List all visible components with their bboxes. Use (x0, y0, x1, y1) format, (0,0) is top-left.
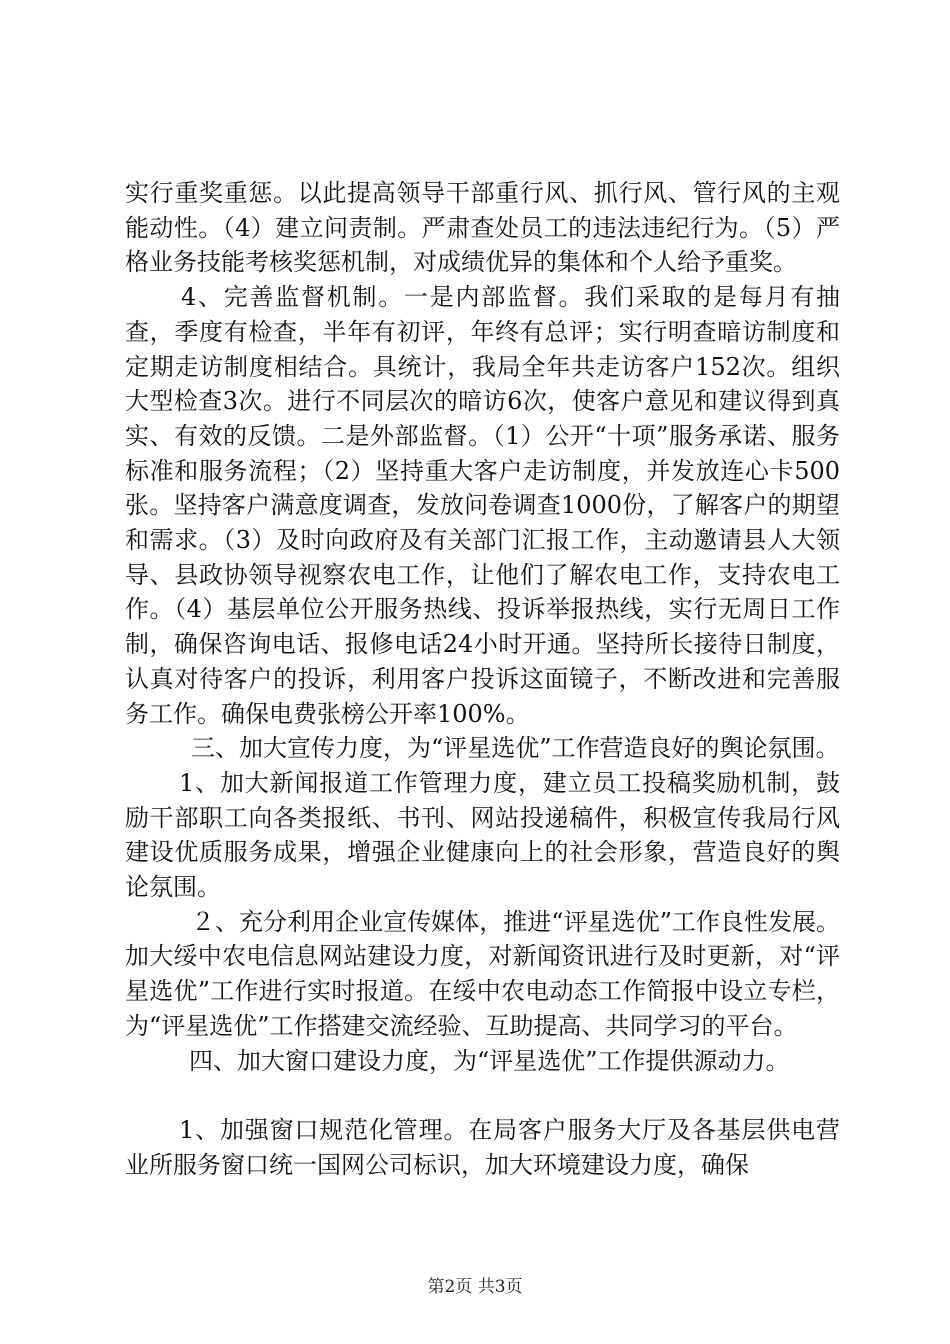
section-heading-window-building: 四、加大窗口建设力度，为“评星选优”工作提供源动力。 (189, 1046, 790, 1075)
section-heading-publicity: 三、加大宣传力度，为“评星选优”工作营造良好的舆论氛围。 (191, 734, 840, 763)
paragraph-supervision-mechanism: 4、完善监督机制。一是内部监督。我们采取的是每月有抽查，季度有检查，半年有初评，年终有总评；实行明查暗访制度和定期走访制度相结合。具统计，我局全年共走访客户152次。组织大型检查3次。进行不同层次的暗访6次，使客户意见和建议得到真实、有效的反馈。二是外部监督。（1）公开“十项”服务承诺、服务标准和服务流程；（2）坚持重大客户走访制度，并发放连心卡500张。坚持客户满意度调查，发放问卷调查1000份，了解客户的期望和需求。（3）及时向政府及有关部门汇报工作，主动邀请县人大领导、县政协领导视察农电工作，让他们了解农电工作，支持农电工作。（4）基层单位公开服务热线、投诉举报热线，实行无周日工作制，确保咨询电话、报修电话24小时开通。坚持所长接待日制度，认真对待客户的投诉，利用客户投诉这面镜子，不断改进和完善服务工作。确保电费张榜公开率100%。 (125, 283, 840, 728)
paragraph-media-use: ２、充分利用企业宣传媒体，推进“评星选优”工作良性发展。加大绥中农电信息网站建设力度，对新闻资讯进行及时更新，对“评星选优”工作进行实时报道。在绥中农电动态工作简报中设立专栏，为“评星选优”工作搭建交流经验、互助提高、共同学习的平台。 (125, 907, 840, 1040)
page-number-footer: 第2页 共3页 (427, 1277, 523, 1297)
document-body (125, 176, 840, 1183)
paragraph-news-reporting: 1、加大新闻报道工作管理力度，建立员工投稿奖励机制，鼓励干部职工向各类报纸、书刊、网站投递稿件，积极宣传我局行风建设优质服务成果，增强企业健康向上的社会形象，营造良好的舆论氛围。 (125, 768, 840, 902)
paragraph-reward-penalty: 实行重奖重惩。以此提高领导干部重行风、抓行风、管行风的主观能动性。（4）建立问责制。严肃查处员工的违法违纪行为。（5）严格业务技能考核奖惩机制，对成绩优异的集体和个人给予重奖。 (125, 179, 840, 277)
paragraph-window-management: 1、加强窗口规范化管理。在局客户服务大厅及各基层供电营业所服务窗口统一国网公司标识，加大环境建设力度，确保 (125, 1116, 840, 1179)
